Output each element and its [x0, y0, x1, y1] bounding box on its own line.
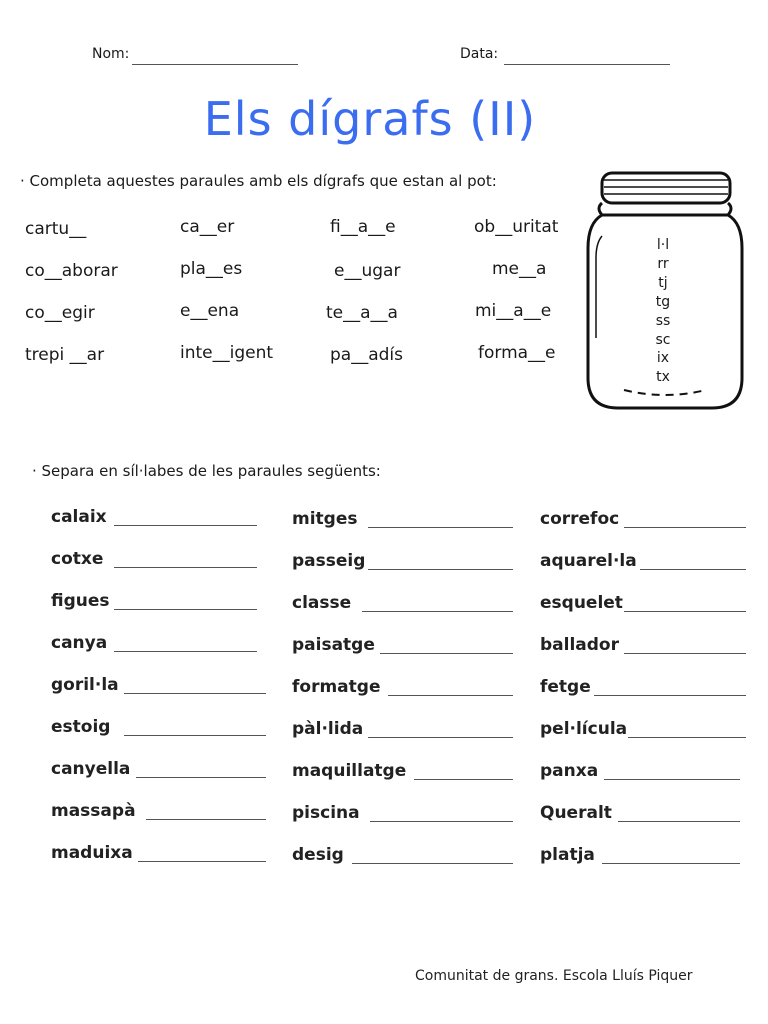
answer-line[interactable]: [114, 567, 257, 568]
syllable-word: panxa: [540, 761, 599, 781]
answer-line[interactable]: [624, 611, 746, 612]
answer-line[interactable]: [604, 779, 740, 780]
syllable-word: passeig: [292, 551, 366, 571]
syllable-word: esquelet: [540, 593, 623, 613]
syllable-word: piscina: [292, 803, 360, 823]
answer-line[interactable]: [114, 609, 257, 610]
jar-digraph: tx: [656, 369, 670, 385]
syllable-word: mitges: [292, 509, 358, 529]
syllable-word: desig: [292, 845, 344, 865]
answer-line[interactable]: [124, 735, 266, 736]
jar-digraph: tg: [655, 294, 671, 310]
syllable-word: Queralt: [540, 803, 612, 823]
jar-digraph: sc: [655, 332, 671, 348]
syllable-word: paisatge: [292, 635, 375, 655]
answer-line[interactable]: [138, 861, 266, 862]
name-label: Nom:: [92, 46, 130, 62]
syllable-word: cotxe: [51, 549, 104, 569]
name-line[interactable]: [132, 64, 298, 65]
syllable-word: canyella: [51, 759, 131, 779]
exercise1-word: e__ugar: [334, 261, 401, 281]
exercise1-word: co__aborar: [25, 261, 118, 281]
exercise1-word: pla__es: [180, 259, 243, 279]
answer-line[interactable]: [352, 863, 513, 864]
answer-line[interactable]: [380, 653, 513, 654]
syllable-word: maquillatge: [292, 761, 407, 781]
syllable-word: figues: [51, 591, 110, 611]
answer-line[interactable]: [362, 611, 513, 612]
jar-digraph: ix: [656, 350, 670, 366]
answer-line[interactable]: [388, 695, 513, 696]
footer-credit: Comunitat de grans. Escola Lluís Piquer: [415, 968, 693, 984]
answer-line[interactable]: [368, 569, 513, 570]
answer-line[interactable]: [146, 819, 266, 820]
exercise2-instruction: · Separa en síl·labes de les paraules següents:: [32, 462, 381, 480]
answer-line[interactable]: [618, 821, 740, 822]
jar-digraph: l·l: [656, 237, 670, 253]
syllable-word: formatge: [292, 677, 381, 697]
answer-line[interactable]: [594, 695, 746, 696]
exercise1-word: te__a__a: [326, 303, 398, 323]
syllable-word: canya: [51, 633, 108, 653]
exercise1-instruction: · Completa aquestes paraules amb els dígrafs que estan al pot:: [20, 172, 497, 190]
answer-line[interactable]: [368, 527, 513, 528]
syllable-word: platja: [540, 845, 595, 865]
exercise1-word: inte__igent: [180, 343, 274, 363]
exercise1-word: pa__adís: [330, 345, 403, 365]
exercise1-word: co__egir: [25, 303, 95, 323]
exercise1-word: e__ena: [180, 301, 240, 321]
exercise1-word: trepi __ar: [25, 345, 105, 365]
answer-line[interactable]: [624, 653, 746, 654]
exercise1-word: ca__er: [180, 217, 235, 237]
answer-line[interactable]: [114, 651, 257, 652]
exercise1-word: cartu__: [25, 219, 87, 239]
answer-line[interactable]: [124, 693, 266, 694]
exercise1-word: mi__a__e: [475, 301, 552, 321]
answer-line[interactable]: [628, 737, 746, 738]
syllable-word: estoig: [51, 717, 111, 737]
syllable-word: goril·la: [51, 675, 119, 695]
syllable-word: ballador: [540, 635, 619, 655]
answer-line[interactable]: [136, 777, 266, 778]
exercise1-word: fi__a__e: [330, 217, 396, 237]
exercise1-word: me__a: [492, 259, 547, 279]
answer-line[interactable]: [368, 737, 513, 738]
exercise1-word: forma__e: [478, 343, 556, 363]
syllable-word: fetge: [540, 677, 591, 697]
syllable-word: maduixa: [51, 843, 133, 863]
jar-digraph: rr: [657, 256, 669, 272]
syllable-word: calaix: [51, 507, 107, 527]
answer-line[interactable]: [602, 863, 740, 864]
exercise1-word: ob__uritat: [474, 217, 559, 237]
syllable-word: classe: [292, 593, 352, 613]
date-line[interactable]: [504, 64, 670, 65]
syllable-word: correfoc: [540, 509, 620, 529]
jar-digraph: tj: [658, 275, 668, 291]
date-label: Data:: [460, 46, 499, 62]
answer-line[interactable]: [624, 527, 746, 528]
syllable-word: pàl·lida: [292, 719, 364, 739]
syllable-word: aquarel·la: [540, 551, 637, 571]
syllable-word: massapà: [51, 801, 136, 821]
answer-line[interactable]: [370, 821, 513, 822]
answer-line[interactable]: [414, 779, 513, 780]
answer-line[interactable]: [640, 569, 746, 570]
jar-digraph: ss: [655, 313, 671, 329]
answer-line[interactable]: [114, 525, 257, 526]
syllable-word: pel·lícula: [540, 719, 628, 739]
page-title: Els dígrafs (II): [203, 92, 537, 146]
